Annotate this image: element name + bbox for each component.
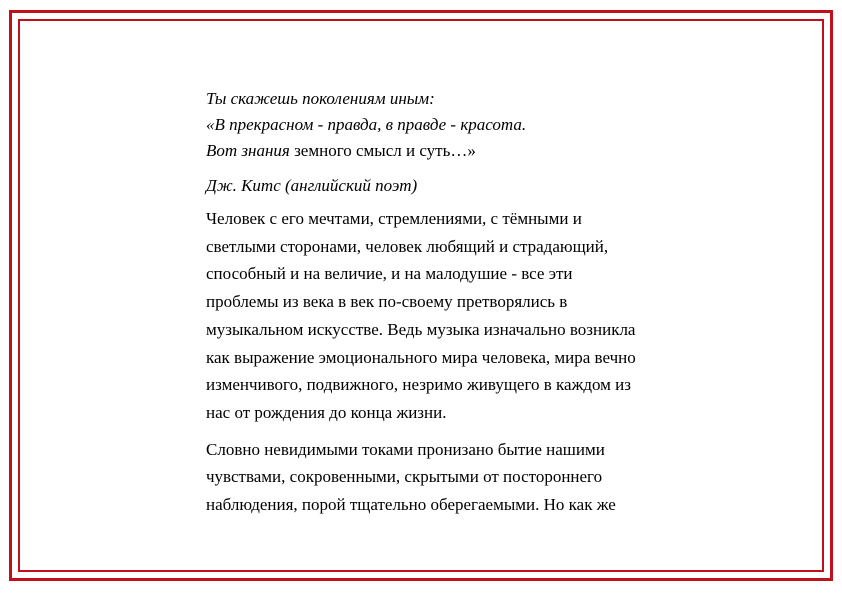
paragraph-1-line: нас от рождения до конца жизни. [206,402,447,422]
epigraph-author: Дж. Китс (английский поэт) [206,176,418,195]
paragraph-2-line: Словно невидимыми токами пронизано бытие нашими [206,439,605,459]
epigraph-line-2: «В прекрасном - правда, в правде - красота. [206,115,527,134]
epigraph [206,86,726,164]
paragraph-2-line: чувствами, сокровенными, скрытыми от постороннего [206,467,603,487]
paragraph-1-line: светлыми сторонами, человек любящий и страдающий, [206,236,609,256]
document-content [206,86,726,519]
paragraph-1-line: проблемы из века в век по-своему претворялись в [206,292,568,312]
epigraph-line-3-rest: земного смысл и суть…» [289,141,476,160]
paragraph-2 [206,436,726,519]
paragraph-1-line: изменчивого, подвижного, незримо живущего в каждом из [206,375,631,395]
paragraph-1 [206,205,726,427]
epigraph-line-3 [206,138,726,164]
paragraph-1-line: музыкальном искусстве. Ведь музыка изначально возникла [206,319,636,339]
epigraph-line-3-italic: Вот знания [206,141,290,160]
paragraph-1-line: способный и на величие, и на малодушие - все эти [206,264,573,284]
paragraph-2-line: наблюдения, порой тщательно оберегаемыми. Но как же [206,495,616,515]
paragraph-1-line: как выражение эмоционального мира человека, мира вечно [206,347,636,367]
paragraph-1-line: Человек с его мечтами, стремлениями, с тёмными и [206,209,582,228]
epigraph-line-1: Ты скажешь поколениям иным: [206,89,435,108]
